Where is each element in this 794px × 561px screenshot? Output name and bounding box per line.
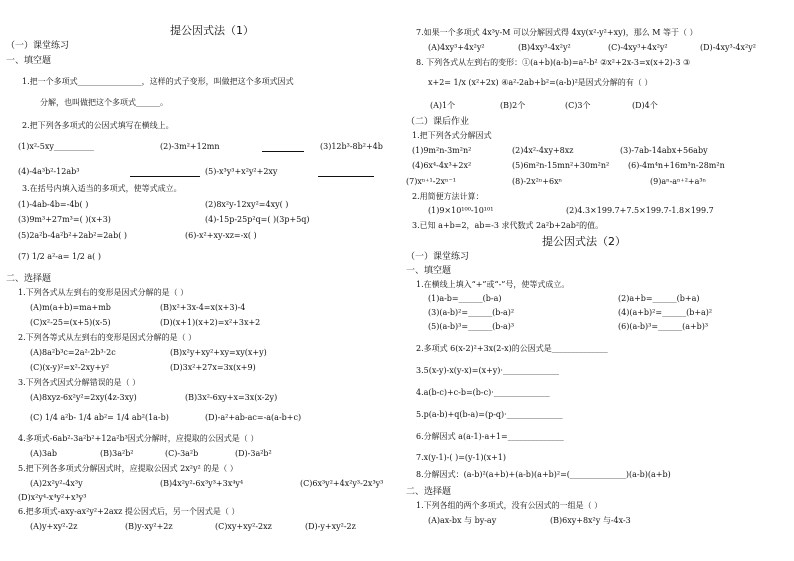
homework-2: 2.用简便方法计算： xyxy=(412,192,484,201)
choice-4-a: (A)3ab xyxy=(30,449,57,458)
q2-item-1: (1)x²-5xy__________ xyxy=(18,142,94,151)
section-heading: （二）课后作业 xyxy=(406,117,470,127)
question-3: 3.在括号内填入适当的多项式，使等式成立。 xyxy=(22,184,182,193)
choice-4: 4.多项式-6ab²-3a²b²+12a²b³因式分解时，应提取的公因式是（ ） xyxy=(18,434,259,443)
part-heading: 一、填空题 xyxy=(406,266,452,276)
fill-1: 1.在横线上填入“+”或“-”号，使等式成立。 xyxy=(416,280,570,289)
choice-1-c: (C)x²-25=(x+5)(x-5) xyxy=(30,318,111,327)
choice-6-d: (D)-y+xy²-2z xyxy=(305,522,356,531)
hw1-item-3: (3)-7ab-14abx+56aby xyxy=(620,146,708,155)
q2-item-4: (4)-4a³b²-12ab³ xyxy=(18,167,80,176)
page-title: 提公因式法（1） xyxy=(170,24,254,37)
answer-line xyxy=(262,150,304,152)
choice-3-b: (B)3x²-6xy+x=3x(x-2y) xyxy=(185,393,278,402)
choice-2-d: (D)3x²+27x=3x(x+9) xyxy=(170,363,256,372)
choice-6-b: (B)y-xy²+2z xyxy=(125,522,173,531)
choice-7: 7.如果一个多项式 4x³y-M 可以分解因式得 4xy(x²-y²+xy)，那么 M 等于（ ） xyxy=(416,28,698,37)
answer-line xyxy=(318,175,374,177)
fill-1-item-3: (3)(a-b)²=______(b-a)² xyxy=(428,308,515,317)
fill-3: 3.5(x-y)-x(y-x)=(x+y)·______________ xyxy=(416,366,559,375)
fill-7: 7.x(y-1)-( )=(y-1)(x+1) xyxy=(416,453,506,462)
select-1-a: (A)ax-bx 与 by-ay xyxy=(428,516,497,525)
choice-8-d: (D)4个 xyxy=(632,101,658,110)
choice-5: 5.把下列各多项式分解因式时，应提取公因式 2x²y² 的是（ ） xyxy=(18,464,238,473)
hw1-item-8: (8)-2x²ⁿ+6xⁿ xyxy=(512,177,563,186)
hw1-item-1: (1)9m²n-3m²n² xyxy=(412,146,472,155)
q2-item-3: (3)12b³-8b²+4b xyxy=(320,142,383,151)
choice-3-a: (A)8xyz-6x²y²=2xy(4z-3xy) xyxy=(30,393,137,402)
fill-2: 2.多项式 6(x-2)²+3x(2-x)的公因式是______________ xyxy=(416,344,608,353)
question-1-line-2: 分解，也叫做把这个多项式______。 xyxy=(40,98,168,107)
select-1-b: (B)6xy+8x²y 与-4x-3 xyxy=(550,516,631,525)
q3-item-3: (3)9m³+27m³=( )(x+3) xyxy=(18,215,111,224)
page-title-2: 提公因式法（2） xyxy=(542,235,626,248)
choice-1: 1.下列各式从左到右的变形是因式分解的是（ ） xyxy=(18,288,189,297)
choice-6-a: (A)y+xy²-2z xyxy=(30,522,78,531)
choice-7-d: (D)-4xy³-4x²y² xyxy=(700,43,756,52)
choice-8-a: (A)1个 xyxy=(430,101,456,110)
choice-2-c: (C)(x-y)²=x²-2xy+y² xyxy=(30,363,110,372)
hw1-item-2: (2)4x²-4xy+8xz xyxy=(512,146,574,155)
choice-1-a: (A)m(a+b)=ma+mb xyxy=(30,303,111,312)
question-1-line-1: 1.把一个多项式________________，这样的式子变形，叫做把这个多项式因式 xyxy=(22,77,294,86)
fill-6: 6.分解因式 a(a-1)-a+1=______________ xyxy=(416,432,564,441)
fill-1-item-5: (5)(a-b)³=______(b-a)³ xyxy=(428,322,515,331)
hw1-item-6: (6)-4m⁴n+16m³n-28m²n xyxy=(628,161,725,170)
question-2: 2.把下列各多项式的公因式填写在横线上。 xyxy=(22,121,174,130)
choice-7-c: (C)-4xy³+4x²y² xyxy=(608,43,668,52)
choice-5-d: (D)x²y⁴-x⁴y²+x³y³ xyxy=(18,493,87,502)
fill-1-item-4: (4)(a+b)²=______(b+a)² xyxy=(618,308,713,317)
hw1-item-5: (5)6m²n-15mn²+30m²n² xyxy=(512,161,610,170)
homework-3: 3.已知 a+b=2，ab=-3 求代数式 2a²b+2ab²的值。 xyxy=(412,221,604,230)
fill-1-item-1: (1)a-b=______(b-a) xyxy=(428,294,502,303)
choice-6-c: (C)xy+xy²-2xz xyxy=(215,522,272,531)
hw2-item-1: (1)9×10¹⁰⁰-10¹⁰¹ xyxy=(428,206,494,215)
q3-item-4: (4)-15p-25p²q=( )(3p+5q) xyxy=(205,215,310,224)
fill-8: 8.分解因式：(a-b)²(a+b)+(a-b)(a+b)²=(______________)(a-b)(a+b) xyxy=(416,470,671,479)
choice-5-a: (A)2x²y²-4x³y xyxy=(30,479,83,488)
hw2-item-2: (2)4.3×199.7+7.5×199.7-1.8×199.7 xyxy=(566,206,714,215)
part-heading: 二、选择题 xyxy=(6,274,52,284)
choice-2-a: (A)8a²b³c=2a²·2b³·2c xyxy=(30,348,116,357)
section-heading: （一）课堂练习 xyxy=(406,252,470,262)
hw1-item-7: (7)xⁿ⁺¹-2xⁿ⁻¹ xyxy=(406,177,456,186)
choice-8-line-1: 8. 下列各式从左到右的变形：①(a+b)(a-b)=a²-b² ②x²+2x-3=x(x+2)-3 ③ xyxy=(416,58,691,67)
choice-3-c: (C) 1/4 a²b- 1/4 ab²= 1/4 ab²(1a-b) xyxy=(30,413,169,422)
part-heading: 一、填空题 xyxy=(6,56,52,66)
choice-8-line-2: x+2= 1/x (x²+2x) ④a²-2ab+b²=(a-b)²是因式分解的有（ ） xyxy=(428,78,653,87)
part-heading: 二、选择题 xyxy=(406,487,452,497)
answer-line xyxy=(130,175,200,177)
choice-4-b: (B)3a²b² xyxy=(100,449,134,458)
choice-1-d: (D)(x+1)(x+2)=x²+3x+2 xyxy=(160,318,261,327)
choice-3-d: (D)-a²+ab-ac=-a(a-b+c) xyxy=(205,413,302,422)
fill-1-item-6: (6)(a-b)³=______(a+b)³ xyxy=(618,322,709,331)
hw1-item-4: (4)6x⁴-4x³+2x² xyxy=(412,161,472,170)
q3-item-7: (7) 1/2 a²-a= 1/2 a( ) xyxy=(18,252,101,261)
fill-4: 4.a(b-c)+c-b=(b-c)·______________ xyxy=(416,388,550,397)
q2-item-5: (5)-x³y³+x²y²+2xy xyxy=(205,167,278,176)
choice-5-c: (C)6x³y²+4x²y³-2x³y³ xyxy=(300,479,384,488)
choice-8-c: (C)3个 xyxy=(565,101,591,110)
q3-item-1: (1)-4ab-4b=-4b( ) xyxy=(18,200,89,209)
choice-1-b: (B)x²+3x-4=x(x+3)-4 xyxy=(160,303,246,312)
choice-8-b: (B)2个 xyxy=(500,101,526,110)
select-1: 1.下列各组的两个多项式，没有公因式的一组是（ ） xyxy=(416,501,603,510)
right-column xyxy=(400,0,794,561)
choice-2-b: (B)x²y+xy²+xy=xy(x+y) xyxy=(170,348,267,357)
q3-item-2: (2)8x²y-12xy²=4xy( ) xyxy=(205,200,289,209)
choice-5-b: (B)4x²y²-6x³y³+3x⁴y⁴ xyxy=(160,479,244,488)
choice-4-d: (D)-3a²b² xyxy=(235,449,272,458)
choice-7-b: (B)4xy³-4x²y² xyxy=(518,43,571,52)
choice-6: 6.把多项式-axy-ax²y²+2axz 提公因式后，另一个因式是（ ） xyxy=(18,507,240,516)
q3-item-5: (5)2a²b-4a²b²+2ab²=2ab( ) xyxy=(18,231,127,240)
choice-7-a: (A)4xy³+4x²y² xyxy=(428,43,485,52)
fill-1-item-2: (2)a+b=______(b+a) xyxy=(618,294,700,303)
section-heading: （一）课堂练习 xyxy=(6,41,70,51)
homework-1: 1.把下列各式分解因式 xyxy=(412,131,492,140)
q2-item-2: (2)-3m²+12mn xyxy=(160,142,220,151)
choice-2: 2.下列各等式从左到右的变形是因式分解的是（ ） xyxy=(18,333,197,342)
q3-item-6: (6)-x²+xy-xz=-x( ) xyxy=(185,231,257,240)
choice-4-c: (C)-3a²b xyxy=(165,449,199,458)
fill-5: 5.p(a-b)+q(b-a)=(p-q)·______________ xyxy=(416,410,563,419)
hw1-item-9: (9)aⁿ-aⁿ⁺²+a³ⁿ xyxy=(650,177,707,186)
choice-3: 3.下列各式因式分解错误的是（ ） xyxy=(18,378,141,387)
